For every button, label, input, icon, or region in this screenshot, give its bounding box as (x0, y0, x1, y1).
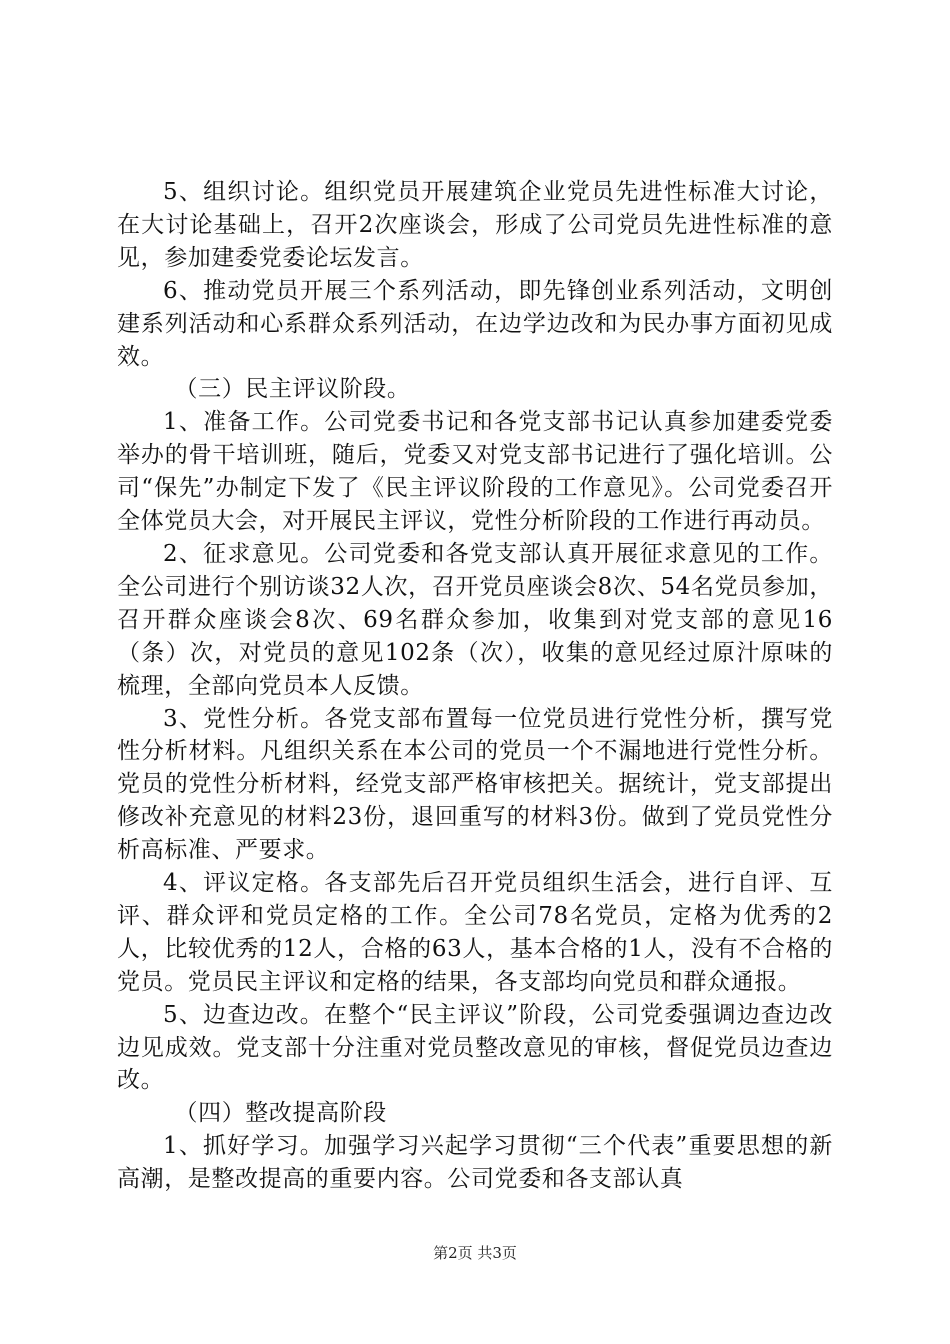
paragraph-discussion: 5、组织讨论。组织党员开展建筑企业党员先进性标准大讨论，在大讨论基础上，召开2次座谈会，形成了公司党员先进性标准的意见，参加建委党委论坛发言。 (117, 179, 833, 271)
document-body (117, 176, 833, 1196)
paragraph-preparation: 1、准备工作。公司党委书记和各党支部书记认真参加建委党委举办的骨干培训班，随后，党委又对党支部书记进行了强化培训。公司“保先”办制定下发了《民主评议阶段的工作意见》。公司党委召开全体党员大会，对开展民主评议，党性分析阶段的工作进行再动员。 (117, 409, 833, 535)
section-heading-rectification: （四）整改提高阶段 (174, 1100, 387, 1127)
paragraph-evaluation: 4、评议定格。各支部先后召开党员组织生活会，进行自评、互评、群众评和党员定格的工作。全公司78名党员，定格为优秀的2人，比较优秀的12人，合格的63人，基本合格的1人，没有不合格的党员。党员民主评议和定格的结果，各支部均向党员和群众通报。 (117, 870, 833, 995)
page-number: 第2页 共3页 (433, 1244, 517, 1262)
paragraph-check-and-correct: 5、边查边改。在整个“民主评议”阶段，公司党委强调边查边改边见成效。党支部十分注重对党员整改意见的审核，督促党员边查边改。 (117, 1001, 833, 1094)
page-footer (0, 1242, 950, 1263)
paragraph-party-analysis: 3、党性分析。各党支部布置每一位党员进行党性分析，撰写党性分析材料。凡组织关系在本公司的党员一个不漏地进行党性分析。党员的党性分析材料，经党支部严格审核把关。据统计，党支部提出修改补充意见的材料23份，退回重写的材料3份。做到了党员党性分析高标准、严要求。 (117, 705, 833, 864)
paragraph-three-activities: 6、推动党员开展三个系列活动，即先锋创业系列活动，文明创建系列活动和心系群众系列活动，在边学边改和为民办事方面初见成效。 (117, 277, 833, 370)
paragraph-study: 1、抓好学习。加强学习兴起学习贯彻“三个代表”重要思想的新高潮，是整改提高的重要内容。公司党委和各支部认真 (117, 1133, 833, 1193)
paragraph-soliciting-opinions: 2、征求意见。公司党委和各党支部认真开展征求意见的工作。全公司进行个别访谈32人次，召开党员座谈会8次、54名党员参加，召开群众座谈会8次、69名群众参加，收集到对党支部的意见16（条）次，对党员的意见102条（次），收集的意见经过原汁原味的梳理，全部向党员本人反馈。 (117, 540, 833, 699)
section-heading-democratic-review: （三）民主评议阶段。 (174, 376, 411, 403)
